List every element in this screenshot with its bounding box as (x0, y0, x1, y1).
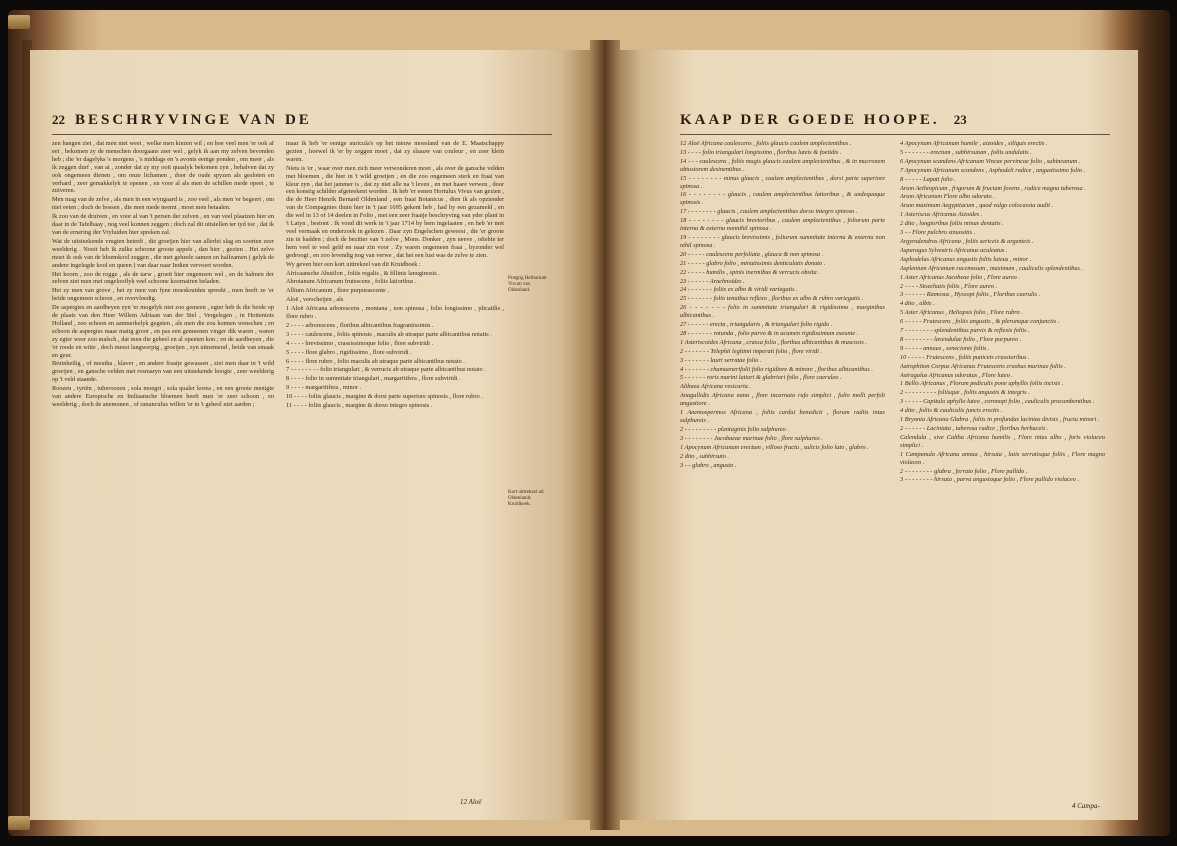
text-paragraph: 3 - - - - - - - - Jacobaeae marinae folio , flore sulphureo . (680, 434, 823, 442)
text-paragraph: 1 Anemospermos Africana , foliis cardui benedicti , florum radiis intus sulphureis . (680, 409, 885, 424)
text-paragraph: Het zy men van grove , het zy men van fyne moeskruiden spreekt , men heeft ze 'er beide ongemeen schoon , en overvloedig. (52, 287, 274, 303)
text-paragraph: zen hangen ziet , dat men niet weet , welke men kiezen wil ; en hoe veel men 'er ook af eet , bekomen zy de menschen doorgaans zeer wel , gelyk ik aan my zelven bevonden heb ; die 'er dagelyks 's morgens , 's middags en 's avonts eenige ponden , om meer , als ik zeggen durf , van at , zonder dat zy my ooit quaalyk bekomen zyn , behalven dat zy ook ongemeen dienen , om onze lichamen , door de oude spyzen als gesloten en verhard , zeer gemakkelyk te openen , en voor al als men de schillen mede opeet , te zuiveren. (52, 140, 274, 195)
text-paragraph: Roozen , tyriën , tuberoozen , sola moegri , sola qualer korea , en een groote menigte van andere Europische en Indiaansche bloemen heeft men 'er zeer schoon , en weelderig , doch de anemonen , of ranunculus willen 'er in 't geheel niet aarden ; (52, 385, 274, 408)
text-paragraph: Ik zou van de druiven , en voor al van 't persen der zelven , en van veel plaatzen hier en daar in de Tafelbaay , nog veel konnen zeggen ; doch zal dit uitstellen ter tyd toe , dat ik van de ernering der Vryluiden hier spreken zal. (52, 213, 274, 236)
text-paragraph: 19 - - - - - - - - glaucis brevissimis , foliorum summitate interna & externa non nihil spinosa . (680, 233, 885, 249)
text-paragraph: 2 - - - - arborescens , floribus albicantibus fragrantissimis . (286, 321, 434, 329)
text-paragraph: 9 - - - - margaritifera , minor . (286, 384, 362, 392)
text-paragraph: Althaea Africana vesicaria . (680, 383, 751, 391)
text-paragraph: 24 - - - - - - - foliis ex albo & viridi variegatis . (680, 286, 798, 294)
text-paragraph: 21 - - - - - glabro folio , minutissimis denticulatis donato . (680, 259, 826, 267)
text-paragraph: Argyrodendros Africana , foliis sericeis & argenteis . (900, 237, 1034, 245)
text-paragraph: 26 - - - - - - - folio in summitate triangulari & rigidissimo , marginibus albicantibus . (680, 304, 885, 320)
left-header-rule (52, 134, 552, 135)
text-paragraph: 1 Asteriscus Africanus Aizoides . (900, 211, 983, 219)
text-paragraph: 3 - - - - - - - - hirsuta , parva angustoque folio , Flore pallido violaceo . (900, 476, 1080, 484)
text-paragraph: Astragalus Africanus odoratus , Flore luteo . (900, 371, 1013, 379)
left-column-2 (286, 140, 504, 800)
text-paragraph: 27 - - - - - - erecta , triangularis , & triangulari folio rigido . (680, 321, 833, 329)
left-page (30, 50, 590, 820)
text-paragraph: Asphodelus Africanus angustis foliis luteus , minor . (900, 255, 1032, 263)
text-paragraph: 5 Aster Africanus , Heliopsis folio , Flore rubro . (900, 309, 1023, 317)
book-clasp-bottom (8, 816, 30, 830)
text-paragraph: 2 - - - - - - - Telephii legitimi imperati folio , flore viridi . (680, 347, 823, 355)
text-paragraph: 2 dito , subhirsuto . (680, 452, 729, 460)
right-catchword: 4 Campa- (1072, 802, 1100, 810)
text-paragraph: Arum Aethiopicum , frigorum & fructum fovens , radice magna tuberosa . (900, 184, 1086, 192)
right-page (620, 50, 1138, 820)
right-running-head (680, 112, 977, 129)
text-paragraph: maar ik heb 'er eenige auricula's op het nieuw moesland van de E. Maatschappy gezien , hoewel ik 'er by zeggen moet , dat zy slaauw van couleur , en zeer klein waren. (286, 140, 504, 163)
open-book (8, 10, 1170, 836)
text-paragraph: 7 - - - - - - - - folio triangulari , & verrucis ab utraque parte albicantibus notato . (286, 366, 486, 374)
text-paragraph: Niets is 'er , waar over men zich meer verwonderen moet , als over de gansche velden met bloemen , die hier in 't wild groeijen , en die zoo ongemeen sterk en fraai van kleur zyn , dat het jammer is , dat zy niet alle na 't leven , en met haare verwen , door een konstig schilder afgeteekent worden . Ik heb 'er eenen Hortulus Vivus van gezien , die de Heer Henrik Bernard Oldenland , een fraai Botanicus , dien ik als opziender van de Compagnies thuin hier in 't jaar 1695 gekent heb , had by een gezameld , en die wel in 13 of 14 deelen in Folio , met een zeer fraaije beschryving van yder plant in 't Latyn , bestont . Ik vond dit werk in 't jaar 1714 by hem ingelaaten , en heb 'er met veel vermaak en onderzoek in gelezen . Daar zyn Engelschen geweest , die 'er groote zin in hadden ; doch de bezitter van 't zelve , Mons. Donker , zyn neeve , oftehte ter hem veel te veel geld en naar zin voor . Zy waren ongemeen fraai , byzonder wel gedroogt , en zoo levendig nog van verwe , dat het een lust was de zelve te zien. (286, 164, 504, 259)
text-paragraph: 2 dito , longioribus foliis minus dentatis . (900, 220, 1004, 228)
right-page-number: 23 (953, 112, 967, 127)
text-paragraph: 23 - - - - - - Arachnoïdes . (680, 277, 745, 285)
text-paragraph: 3 - - - - caulescens , foliis spinosis , maculis ab utraque parte albicantibus notatis . (286, 330, 492, 338)
text-paragraph: 6 Apocynum scandens Africanum Vincae pervincae folio , subincanum . (900, 157, 1081, 165)
text-paragraph: 13 - - - - folio triangulari longissimo , floribus luteis & foetidis . (680, 148, 842, 156)
text-paragraph: 8 - - - - - - - - lavendulae folio , Flore purpureo . (900, 335, 1022, 343)
text-paragraph: 8 - - - - folio in summitate triangulari , margaritifera , flore subviridi . (286, 375, 461, 383)
text-paragraph: 1 Aloë Africana arborescens , montana , non spinosa , folio longissimo , plicatilis , flore rubro . (286, 305, 504, 321)
text-paragraph: 3 - - - - - - Ramosus , Hyssopi foliis , Floribus caerulis . (900, 291, 1041, 299)
left-catchword: 12 Aloë (460, 798, 482, 806)
text-paragraph: 4 - - - - brevissimo , crassissimoque folio , flore subviridi . (286, 339, 434, 347)
right-column-2 (900, 140, 1105, 800)
right-header-rule (680, 134, 1110, 135)
text-paragraph: 3 - - glabro , angusto . (680, 461, 737, 469)
text-paragraph: 9 - - - - - annuus , senecionis foliis . (900, 344, 990, 352)
left-title: BESCHRYVINGE VAN DE (75, 112, 312, 128)
text-paragraph: 11 - - - - foliis glaucis , margine & dorso integro spinosis . (286, 402, 433, 410)
text-paragraph: 5 - - - - - - roris marini latiori & glabriori folio , flore caeruleo . (680, 374, 842, 382)
text-paragraph: 1 Apocynum Africanum erectum , villoso fructu , salicis folio lato , glabro . (680, 443, 869, 451)
text-paragraph: 2 - - - - - - - - - plantaginis folio sulphureo . (680, 425, 789, 433)
text-paragraph: Men mag van de zelve , als men in een wyngaard is , zoo veel , als men 'er begeert , om niet eeten ; doch de bossen , die men mede neemt , moet men betaalen. (52, 196, 274, 212)
text-paragraph: Africaansche Abutilon , foliis regalis , & fillinis lanuginosis . (286, 269, 440, 277)
text-paragraph: 16 - - - - - - - - glaucis , caulem amplectentibus latioribus , & undequaque spinosis . (680, 191, 885, 207)
text-paragraph: Asplenium Africanum racemosum , maximum , cauliculis splendentibus . (900, 264, 1083, 272)
text-paragraph: 10 - - - - foliis glaucis , margine & dorsi parte superiore spinosis , flore rubro . (286, 393, 483, 401)
text-paragraph: 28 - - - - - - - rotunda , folio parvo & in acumen rigidissimum exeunte . (680, 329, 859, 337)
text-paragraph: 4 dito , foliis & cauliculis juncis erectis . (900, 407, 1003, 415)
book-clasp-top (8, 15, 30, 29)
text-paragraph: 6 - - - - flore rubro , folio maculis ab utraque parte albicantibus notato . (286, 357, 465, 365)
left-page-number: 22 (52, 112, 65, 127)
margin-note-herbarium: Prægtig Herbarium Vivum van Oldenland. (508, 276, 547, 293)
text-paragraph: 5 - - - - - - - erectum , subhirsutum , foliis undulatis . (900, 148, 1032, 156)
text-paragraph: 4 Apocynum Africanum humile , aizoides , siliquis erectis . (900, 140, 1048, 147)
text-paragraph: 25 - - - - - - - folio tenuibus reflexo , floribus ex albo & rubro variegatis . (680, 295, 864, 303)
text-paragraph: 1 Bellis Africanus , Florum pediculis pone aphyllis foliis incisis . (900, 380, 1064, 388)
text-paragraph: 4 dito , albis . (900, 300, 935, 308)
text-paragraph: 2 - - - - - - - - - foliisque , foliis angustis & integris . (900, 389, 1030, 397)
text-paragraph: 1 Aster Africanus Jacobeae folio , Flore aureo . (900, 273, 1020, 281)
text-paragraph: Het koorn , zoo de rogge , als de tarw , groeit hier ongemeen wel , en de halmen der zelven ziet men met ongelooflyk veel schoone koornairen beladen. (52, 270, 274, 286)
text-paragraph: 6 - - - - - Frutescens , foliis angustis , & plerumque conjunctis . (900, 318, 1060, 326)
text-paragraph: Arum Africanum Flore albo odorato . (900, 193, 995, 201)
left-column-1 (52, 140, 274, 800)
text-paragraph: 17 - - - - - - - - glaucis , caulem amplectentibus dorso integro spinoso . (680, 208, 858, 216)
text-paragraph: 1 Campanula Africana annua , hirsuta , latis serratisque foliis , Flore magno violaceo . (900, 450, 1105, 466)
text-paragraph: 4 - - - - - - - chamaenerifolii folio rigidiore & minore , floribus albicantibus . (680, 365, 873, 373)
text-paragraph: 3 - - Flore pulchro sinuositis . (900, 229, 976, 237)
text-paragraph: 8 - - - - - Lapati folio . (900, 175, 956, 183)
book-gutter (590, 40, 620, 830)
text-paragraph: Astrophiton Corpus Africanus Frutescens crasbus marinae foliis . (900, 362, 1066, 370)
right-column-1 (680, 140, 885, 800)
margin-note-kruidboek: Kort uittrekzel uit Oldenlands Kruidboek. (508, 490, 544, 507)
text-paragraph: 5 - - - - flore glabro , rigidissimo , flore subviridi . (286, 348, 412, 356)
right-title: KAAP DER GOEDE HOOPE. (680, 112, 940, 128)
left-running-head (52, 112, 312, 129)
text-paragraph: Abrotanum Africanum frutescens , foliis latioribus . (286, 278, 417, 286)
text-paragraph: Anagallidis Africana nana , flore incarnato rufo simplici , folio molli perfoli angustiore . (680, 392, 885, 408)
text-paragraph: 2 - - - - - - Laciniata , tuberosa radice , floribus herbaceis . (900, 425, 1049, 432)
text-paragraph: 1 Asteriscoides Africana , crassa folia , floribus albicantibus & muscosis . (680, 338, 867, 346)
text-paragraph: De aspergies en aardbeyen zyn 'er mogelyk niet zoo gemeen , egter heb ik die beide op de plaats van den Heer Willem Adriaan van der Stel , Vergelegen , in Hottentots Holland , zoo schoon en aanmerkelyk gegeten , als men die zou konnen wenschen ; en schoon de aspergies maar matig groot , en pas een gemeenen vinger dik waren , waren zy egter weer zoo malsch , dat men die geheel en al opeeten kon ; en de aardbeyen , die 'er roode en witte , doch meest langwerpig , groeijen , zyn uitnemend , beide van smaak en geur. (52, 304, 274, 359)
text-paragraph: 7 Apocynum Africanum scandens , Asphodeli radice , angustissimo folio . (900, 166, 1086, 174)
text-paragraph: 22 - - - - - humilis , spinis inermibus & verrucis obsita . (680, 268, 820, 276)
text-paragraph: Bruinheilig , of meutha , klaver , en andere fraaije gewassen , ziet men daar in 't wild groeijen , en gansche velden met rosmaryn van een uitstekende hoogte , zeer weelderig op 't veld staande. (52, 360, 274, 384)
text-paragraph: Aloë , verscheijen , als (286, 296, 344, 304)
text-paragraph: 15 - - - - - - - - minus glaucis , caulem amplectentibus , dorsi parte superiore spinosa . (680, 174, 885, 190)
text-paragraph: 14 - - - caulescens , foliis magis glaucis caulem amplectentibus , & in mucronem obtusiorem desinentibus . (680, 157, 885, 173)
text-paragraph: 20 - - - - - caulescens perfoliata , glauca & non spinosa . (680, 250, 824, 258)
text-paragraph: 3 - - - - - Capitulo aphyllo luteo , coronopi folio , cauliculis procumbentibus . (900, 398, 1095, 406)
text-paragraph: Wat de uitsteekende vrugten betreft , die groeijen hier van allerlei slag en soorten zeer weelderig . Nooit heb ik zulke schoone groote appels , dan hier , gezien . Het zelve moet ik ook van de bloemkool zeggen , die met geheele samen en halfzamen ( gelyk de andere ingelegde kool en queen ) van daar naar Indien vervoert worden. (52, 237, 274, 269)
text-paragraph: Calendula , sive Caltha Africana humilis , Flore intus albo , foris violaceo simplici . (900, 433, 1105, 449)
text-paragraph: 18 - - - - - - - - glaucis brevioribus , caulem amplectentibus , foliorum parte interna & externa nonnihil spinosa . (680, 217, 885, 233)
text-paragraph: 3 - - - - - - - lauri serratae folio . (680, 356, 762, 364)
text-paragraph: 7 - - - - - - - - splendentibus parvis & reflexis foliis . (900, 327, 1030, 335)
text-paragraph: 10 - - - - - Frutescens , foliis puniceis crassioribus . (900, 353, 1030, 361)
text-paragraph: 12 Aloë Africana caulescens , foliis glaucis caulem amplectentibus . (680, 140, 852, 147)
text-paragraph: 2 - - - - Stoechatis foliis , Flore aureo . (900, 282, 998, 290)
text-paragraph: 2 - - - - - - - - glabra , ferrato folio , Flore pallido . (900, 467, 1028, 475)
text-paragraph: Asparagus Sylvestris Africanus aculeatus . (900, 246, 1008, 254)
text-paragraph: Wy geven hier een kort uittrekzel van dit Kruidboek : (286, 260, 421, 268)
text-paragraph: Arum maximum Aegyptiacum , quod vulgo colocassia audit . (900, 202, 1054, 210)
text-paragraph: Allium Africanum , flore purpurascente . (286, 287, 389, 295)
text-paragraph: 1 Bryonia Africana Glabra , foliis in profundas lacinias divisis , fructu minori . (900, 416, 1100, 424)
